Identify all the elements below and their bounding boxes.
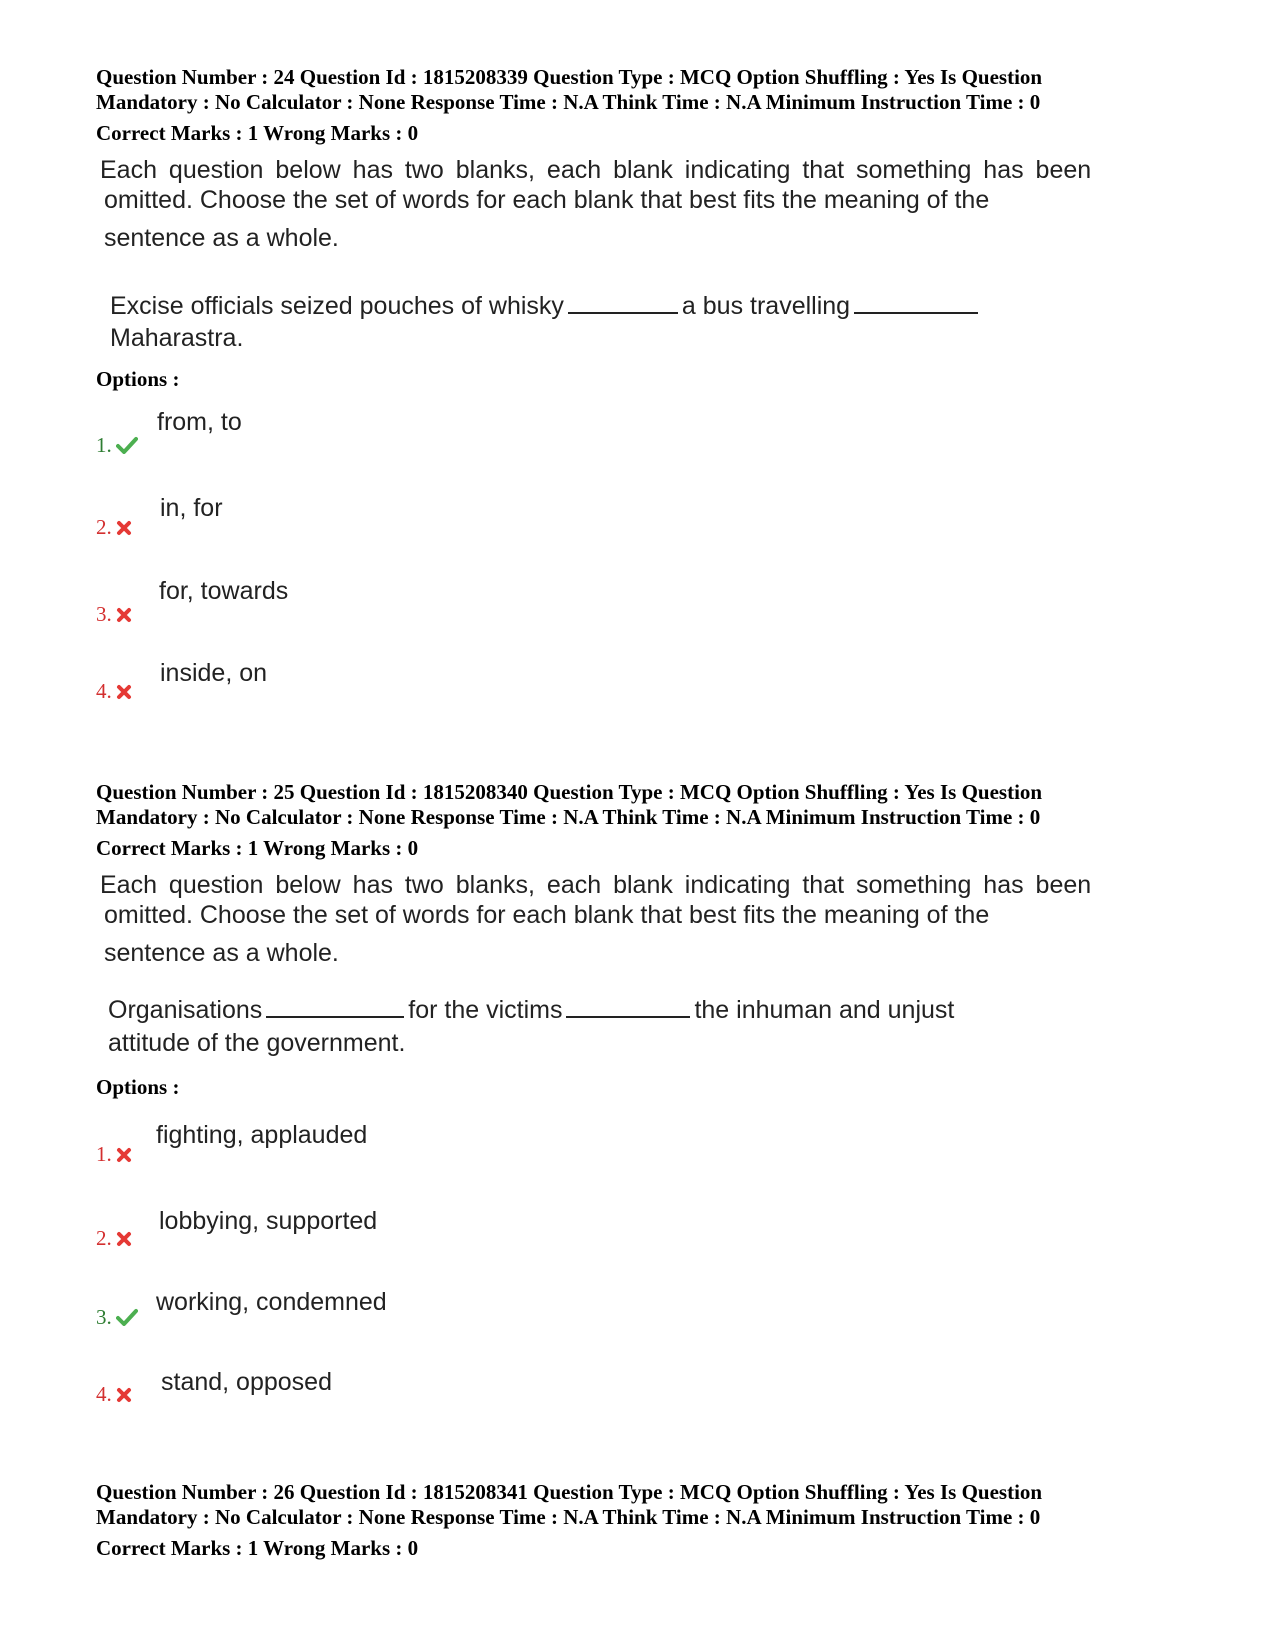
- question-marks: Correct Marks : 1 Wrong Marks : 0: [96, 836, 419, 860]
- option-3-number: 3.: [96, 602, 132, 629]
- cross-icon: [116, 517, 132, 542]
- sentence-part1: Excise officials seized pouches of whisky: [110, 292, 564, 320]
- instruction-line3: sentence as a whole.: [104, 939, 339, 967]
- instruction-line1: Each question below has two blanks, each blank indicating that something has been: [100, 871, 1092, 899]
- blank-2: [566, 994, 690, 1018]
- blank-2: [854, 290, 978, 314]
- check-icon: [116, 1307, 138, 1332]
- cross-icon: [116, 681, 132, 706]
- question-sentence: [108, 994, 954, 1025]
- option-2-number: 2.: [96, 1226, 132, 1253]
- question-marks: Correct Marks : 1 Wrong Marks : 0: [96, 1536, 419, 1560]
- option-2-number: 2.: [96, 515, 132, 542]
- option-1-text: from, to: [157, 408, 242, 436]
- sentence-part3: the inhuman and unjust: [694, 996, 955, 1024]
- option-4-number: 4.: [96, 1382, 132, 1409]
- blank-1: [266, 994, 404, 1018]
- sentence-line2: Maharastra.: [110, 324, 244, 352]
- cross-icon: [116, 1384, 132, 1409]
- options-label: Options :: [96, 1075, 180, 1099]
- instruction-line3: sentence as a whole.: [104, 224, 339, 252]
- sentence-part2: a bus travelling: [681, 292, 851, 320]
- question-marks: Correct Marks : 1 Wrong Marks : 0: [96, 121, 419, 145]
- question-meta-line2: Mandatory : No Calculator : None Response Time : N.A Think Time : N.A Minimum Instruction Time : 0: [96, 90, 1041, 114]
- instruction-line1: Each question below has two blanks, each blank indicating that something has been: [100, 156, 1092, 184]
- option-4-number: 4.: [96, 679, 132, 706]
- cross-icon: [116, 1228, 132, 1253]
- instruction-line2: omitted. Choose the set of words for each blank that best fits the meaning of the: [104, 901, 990, 929]
- check-icon: [116, 435, 138, 460]
- options-label: Options :: [96, 367, 180, 391]
- question-sentence: [110, 290, 982, 321]
- cross-icon: [116, 1144, 132, 1169]
- sentence-part2: for the victims: [408, 996, 563, 1024]
- sentence-part1: Organisations: [108, 996, 263, 1024]
- question-meta-line2: Mandatory : No Calculator : None Response Time : N.A Think Time : N.A Minimum Instruction Time : 0: [96, 805, 1041, 829]
- option-4-text: stand, opposed: [161, 1368, 332, 1396]
- instruction-line2: omitted. Choose the set of words for each blank that best fits the meaning of the: [104, 186, 990, 214]
- option-1-number: 1.: [96, 433, 138, 460]
- option-1-text: fighting, applauded: [156, 1121, 368, 1149]
- question-meta-line1: Question Number : 25 Question Id : 1815208340 Question Type : MCQ Option Shuffling : Yes Is Question: [96, 780, 1043, 804]
- option-1-number: 1.: [96, 1142, 132, 1169]
- option-2-text: in, for: [160, 494, 223, 522]
- question-meta-line2: Mandatory : No Calculator : None Response Time : N.A Think Time : N.A Minimum Instruction Time : 0: [96, 1505, 1041, 1529]
- sentence-line2: attitude of the government.: [108, 1029, 406, 1057]
- option-4-text: inside, on: [160, 659, 268, 687]
- blank-1: [568, 290, 678, 314]
- question-meta-line1: Question Number : 26 Question Id : 1815208341 Question Type : MCQ Option Shuffling : Yes Is Question: [96, 1480, 1043, 1504]
- option-2-text: lobbying, supported: [159, 1207, 378, 1235]
- option-3-text: working, condemned: [156, 1288, 387, 1316]
- option-3-text: for, towards: [159, 577, 289, 605]
- question-meta-line1: Question Number : 24 Question Id : 1815208339 Question Type : MCQ Option Shuffling : Yes Is Question: [96, 65, 1043, 89]
- option-3-number: 3.: [96, 1305, 138, 1332]
- cross-icon: [116, 604, 132, 629]
